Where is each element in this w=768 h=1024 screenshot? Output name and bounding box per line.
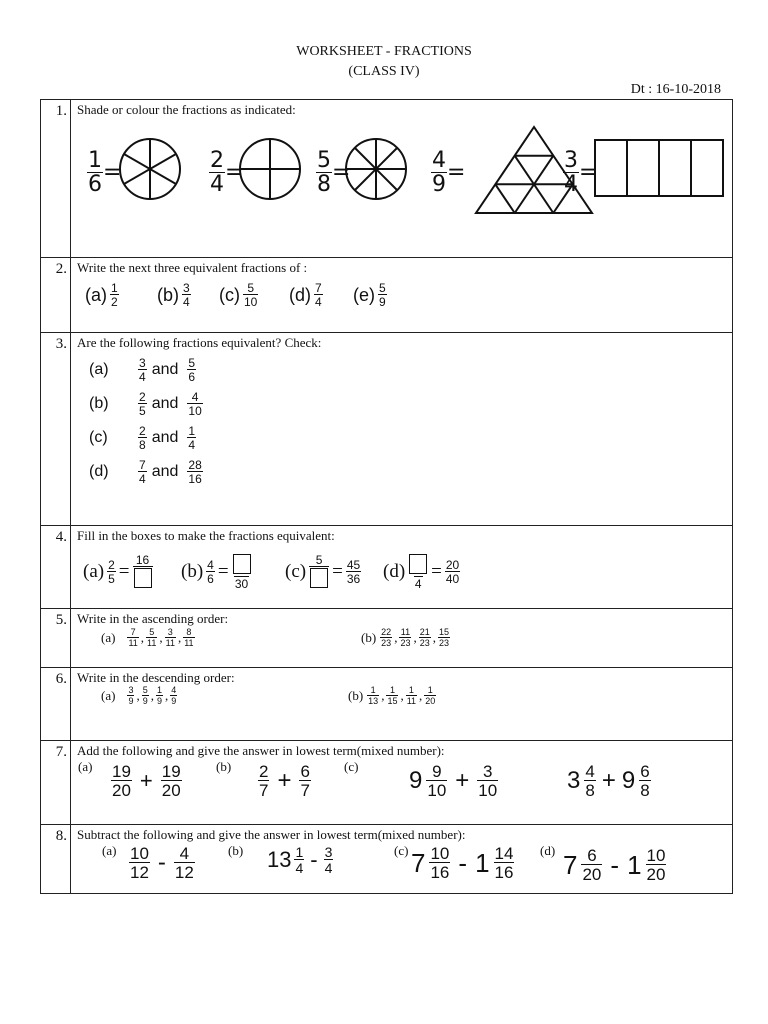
and-word: and [151,395,179,412]
denominator: 10 [478,781,498,800]
denominator: 10 [188,404,202,418]
denominator: 4 [564,172,578,197]
denominator: 9 [432,172,446,197]
numerator: 4 [171,685,177,695]
question-number: 4. [41,526,71,609]
numerator: 10 [646,846,666,865]
question-number: 8. [41,825,71,894]
worksheet-date: Dt : 16-10-2018 [630,82,721,97]
option-label: (a) [83,561,105,582]
question-7-cell [71,741,733,825]
numerator: 10 [430,844,450,863]
numerator: 3 [564,148,578,173]
question-3-cell [71,333,733,526]
option-label: (b) [89,395,109,412]
numerator: 1 [111,281,118,295]
fraction-option [85,282,119,308]
option-label: (c) [89,429,108,446]
question-2-row [41,258,733,333]
whole-number: 7 [563,849,578,880]
numerator: 1 [295,844,304,860]
denominator: 16 [494,863,514,882]
and-word: and [151,429,179,446]
equals-sign: = [431,561,442,582]
question-text: Write in the descending order: [77,670,235,685]
option-label: (c) [285,561,307,582]
denominator: 13 [368,696,379,706]
numerator: 4 [191,390,199,404]
numerator: 3 [167,627,173,637]
question-1-cell [71,100,733,258]
whole-number: 3 [567,767,581,794]
circle-eighths-diagram[interactable] [343,136,409,202]
worksheet-title: WORKSHEET - FRACTIONS [296,44,472,59]
numerator: 6 [587,846,597,865]
numerator: 7 [315,281,322,295]
denominator: 23 [400,638,411,648]
numerator: 3 [183,281,190,295]
numerator: 4 [207,558,214,572]
numerator: 3 [324,844,333,860]
denominator: 40 [445,572,460,586]
numerator: 10 [130,844,149,863]
answer-box[interactable] [310,568,328,588]
question-text: Write the next three equivalent fractions of : [77,260,308,275]
equivalence-item [83,554,153,590]
comparison-item [89,459,203,485]
denominator: 5 [139,404,146,418]
denominator: 6 [207,572,214,586]
denominator: 23 [419,638,430,648]
question-text: Write in the ascending order: [77,611,229,626]
denominator: 12 [130,863,149,882]
denominator: 20 [161,781,181,800]
numerator: 1 [156,685,162,695]
denominator: 8 [139,438,146,452]
option-label: (c) [344,759,359,774]
numerator: 5 [379,281,386,295]
numerator: 3 [483,762,493,781]
question-number: 7. [41,741,71,825]
numerator: 1 [188,424,196,438]
addition-c [409,763,498,799]
numerator: 3 [139,356,146,370]
denominator: 23 [381,638,392,648]
question-8-row [41,825,733,894]
denominator: 9 [156,696,162,706]
numerator: 7 [130,627,136,637]
denominator: 4 [188,438,196,452]
denominator: 4 [295,860,304,876]
fraction-label: $\frac{2}{4}$ = [210,148,244,197]
option-label: (a) [101,630,116,645]
option-label: (b) [228,843,244,858]
numerator: 28 [188,458,202,472]
question-6-cell [71,668,733,741]
option-label: (b) [181,561,204,582]
question-number: 3. [41,333,71,526]
numerator: 21 [419,627,430,637]
circle-quarters-diagram[interactable] [237,136,303,202]
question-text: Add the following and give the answer in lowest term(mixed number): [77,743,445,758]
minus-sign: - [458,847,468,878]
plus-sign: + [455,767,470,794]
denominator: 20 [646,865,666,884]
option-label: (a) [102,843,117,858]
question-5-row [41,609,733,668]
option-label: (c) [219,284,240,305]
option-label: (b) [348,688,364,703]
denominator: 9 [171,696,177,706]
numerator: 1 [370,685,376,695]
whole-number: 9 [409,767,423,794]
fraction-list-b: (b) $\frac{22}{23}$ , $\frac{11}{23}$ , $\frac{21}{23}$ , $\frac{15}{23}$ [361,627,449,648]
denominator: 8 [640,781,650,800]
fraction-label: $\frac{5}{8}$ = [317,148,351,197]
option-label: (e) [353,284,375,305]
numerator: 2 [108,558,115,572]
equivalence-item [181,554,252,590]
numerator: 9 [432,762,442,781]
numerator: 2 [259,762,269,781]
question-1-row [41,100,733,258]
denominator: 7 [259,781,269,800]
denominator: 9 [142,696,148,706]
denominator: 36 [346,572,361,586]
denominator: 10 [244,295,258,309]
minus-sign: - [610,849,620,880]
question-number: 2. [41,258,71,333]
comparison-item [89,357,196,383]
denominator: 5 [108,572,115,586]
fraction-list-b: (b) $\frac{1}{13}$ , $\frac{1}{15}$ , $\frac{1}{11}$ , $\frac{1}{20}$ [348,685,436,706]
whole-number: 7 [411,847,426,878]
numerator: 11 [400,627,411,637]
fraction-option [219,282,258,308]
numerator: 5 [247,281,255,295]
question-text: Subtract the following and give the answer in lowest term(mixed number): [77,827,466,842]
denominator: 11 [165,638,175,648]
equivalence-item [285,554,361,590]
numerator: 8 [186,627,192,637]
numerator: 16 [135,553,150,567]
numerator: 1 [408,685,414,695]
denominator: 16 [430,863,450,882]
numerator: 1 [389,685,395,695]
denominator: 11 [147,638,157,648]
numerator: 15 [438,627,449,637]
option-label: (b) [157,284,179,305]
numerator: 7 [139,458,146,472]
subtraction-b [267,845,333,875]
subtraction-d [563,847,666,883]
and-word: and [151,463,179,480]
addition-a [111,763,182,799]
plus-sign: + [601,767,616,794]
numerator: 22 [381,627,392,637]
denominator: 15 [387,696,398,706]
denominator: 11 [406,696,417,706]
subtraction-a [129,845,195,881]
denominator: 4 [139,472,146,486]
numerator: 1 [88,148,102,173]
minus-sign: - [157,849,166,876]
question-6-row [41,668,733,741]
question-text: Fill in the boxes to make the fractions equivalent: [77,528,335,543]
numerator: 19 [112,762,131,781]
equivalence-item [383,554,460,590]
fraction-option [289,282,323,308]
denominator: 23 [438,638,449,648]
addition-b [258,763,311,799]
circle-sixths-diagram[interactable] [117,136,183,202]
worksheet-table [40,99,733,894]
question-7-row [41,741,733,825]
denominator: 20 [582,865,602,884]
minus-sign: - [310,847,318,872]
numerator: 4 [432,148,446,173]
option-label: (a) [89,361,109,378]
numerator: 5 [188,356,196,370]
whole-number: 13 [267,847,292,872]
denominator: 4 [414,577,422,591]
comparison-item [89,425,196,451]
numerator: 5 [315,553,323,567]
numerator: 3 [128,685,134,695]
option-label: (d) [289,284,311,305]
numerator: 2 [139,424,146,438]
denominator: 11 [128,638,138,648]
numerator: 14 [494,844,514,863]
option-label: (b) [361,630,377,645]
subtraction-c [411,845,514,881]
rectangle-quarters-diagram[interactable] [593,138,725,198]
whole-number: 1 [627,849,642,880]
option-label: (d) [383,561,406,582]
denominator: 6 [188,370,196,384]
numerator: 20 [445,558,460,572]
denominator: 2 [111,295,118,309]
plus-sign: + [277,767,292,794]
answer-box[interactable] [134,568,152,588]
question-3-row [41,333,733,526]
question-text: Shade or colour the fractions as indicated: [77,102,296,117]
numerator: 5 [142,685,148,695]
class-label: (CLASS IV) [348,64,420,79]
denominator: 16 [188,472,202,486]
comparison-item [89,391,203,417]
question-4-cell [71,526,733,609]
option-label: (a) [78,759,93,774]
addition-d [567,763,651,799]
fraction-label: $\frac{3}{4}$ = [564,148,598,197]
answer-box[interactable] [233,554,251,574]
numerator: 4 [585,762,595,781]
fraction-label: $\frac{1}{6}$ = [88,148,122,197]
question-number: 1. [41,100,71,258]
denominator: 30 [234,577,249,591]
denominator: 9 [379,295,386,309]
fraction-list-a: (a) $\frac{7}{11}$ , $\frac{5}{11}$ , $\frac{3}{11}$ , $\frac{8}{11}$ [101,627,194,648]
option-label: (d) [540,843,556,858]
denominator: 4 [139,370,146,384]
numerator: 45 [346,558,361,572]
fraction-list-a: (a) $\frac{3}{9}$ , $\frac{5}{9}$ , $\frac{1}{9}$ , $\frac{4}{9}$ [101,685,177,706]
denominator: 4 [183,295,190,309]
denominator: 9 [128,696,134,706]
denominator: 4 [315,295,322,309]
denominator: 6 [88,172,102,197]
numerator: 2 [139,390,146,404]
option-label: (a) [101,688,116,703]
numerator: 2 [210,148,224,173]
answer-box[interactable] [409,554,427,574]
question-text: Are the following fractions equivalent? Check: [77,335,322,350]
question-number: 6. [41,668,71,741]
equals-sign: = [118,561,130,582]
option-label: (c) [394,843,409,858]
option-label: (a) [85,284,107,305]
option-label: (d) [89,463,109,480]
whole-number: 9 [621,767,636,794]
denominator: 10 [427,781,447,800]
numerator: 19 [161,762,181,781]
and-word: and [151,361,179,378]
denominator: 20 [112,781,131,800]
denominator: 8 [585,781,595,800]
fraction-option [353,282,387,308]
question-5-cell [71,609,733,668]
numerator: 6 [300,762,310,781]
denominator: 12 [174,863,194,882]
fraction-label: $\frac{4}{9}$ = [432,148,466,197]
option-label: (b) [216,759,232,774]
whole-number: 1 [475,847,490,878]
question-2-cell [71,258,733,333]
fraction-option [157,282,191,308]
equals-sign: = [332,561,343,582]
numerator: 6 [640,762,650,781]
numerator: 5 [317,148,331,173]
question-4-row [41,526,733,609]
denominator: 4 [210,172,224,197]
denominator: 4 [324,860,333,876]
equals-sign: = [217,561,229,582]
question-number: 5. [41,609,71,668]
denominator: 7 [300,781,310,800]
question-8-cell [71,825,733,894]
denominator: 20 [425,696,436,706]
numerator: 5 [149,627,155,637]
denominator: 8 [317,172,331,197]
numerator: 1 [427,685,433,695]
plus-sign: + [139,768,153,793]
numerator: 4 [179,844,190,863]
denominator: 11 [184,638,194,648]
